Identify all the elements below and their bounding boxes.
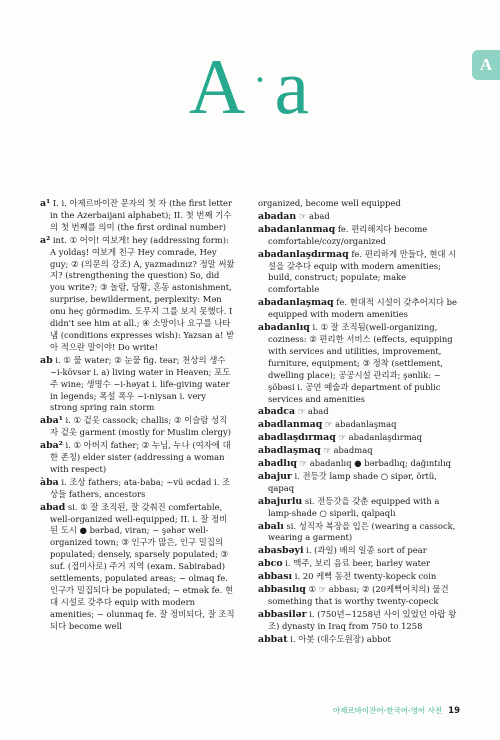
headword: abadca xyxy=(258,406,296,418)
headword: abalı xyxy=(258,520,284,532)
headword: abbası xyxy=(258,571,293,583)
dictionary-entry xyxy=(258,198,458,210)
headword: abbasılıq xyxy=(258,584,306,596)
definition: ☞ abadanlaşmaq xyxy=(322,419,397,430)
dictionary-entry xyxy=(258,496,458,520)
definition: i. ① 물 water; ② 눈물 fig. tear; 천상의 생수 ~i-kövsər i. a) living water in Heaven; 포도주 wine; 생명수 ~i-həyat i. life-giving water in legends; 폭설 폭우 ~i-niysan i. very strong spring rain storm xyxy=(50,354,231,413)
dictionary-entry xyxy=(258,458,458,470)
definition: organized, become well equipped xyxy=(258,198,401,208)
headword: abadanlanmaq xyxy=(258,223,336,235)
dictionary-entry xyxy=(40,415,235,439)
headword: abadlaşdırmaq xyxy=(258,432,336,444)
definition: fe. 편리하게 만들다, 현대 시설을 갖추다 equip with modern amenities; build, construct; populate; make comfortable xyxy=(268,248,457,295)
definition: ☞ abadanlıq ● bərbadlıq; dağıntılıq xyxy=(296,458,452,469)
dictionary-entry xyxy=(258,211,458,223)
headword: abadlaşmaq xyxy=(258,445,321,457)
headword: abadlıq xyxy=(258,458,297,470)
headword: aba¹ xyxy=(40,415,63,427)
definition: fe. 편리해지다 become comfortable/cozy/organized xyxy=(268,223,428,246)
headword: a² xyxy=(40,234,51,246)
headword: abcо xyxy=(258,558,283,570)
headword: ab xyxy=(40,354,53,366)
definition: i. 아봇 (대수도원장) abbot xyxy=(287,633,391,644)
dictionary-entry xyxy=(40,355,235,415)
dictionary-entry xyxy=(258,609,458,633)
definition: i. 20 케뻑 동전 twenty-kopeck coin xyxy=(292,571,437,582)
definition: ① ☞ abbası; ② (20케뻑어치의) 물건 something that is worthy twenty-copeck xyxy=(268,584,449,606)
definition: I. i. 아제르바이잔 문자의 첫 자 (the first letter in the Azerbaijani alphabet); II. 첫 번째 기수의 첫 번째를 의미 (the first ordinal number) xyxy=(50,198,233,232)
headword: abad xyxy=(40,501,66,513)
headword: abajur xyxy=(258,470,292,482)
heading-dot: · xyxy=(253,57,269,102)
headword: abajurlu xyxy=(258,495,303,507)
definition: i. ① 겉옷 cassock; challis; ② 이슬람 성직자 겉옷 garment (mostly for Muslim clergy) xyxy=(50,415,231,438)
section-tab-a[interactable]: A xyxy=(472,50,500,80)
page-footer xyxy=(333,705,460,716)
headword: abadan xyxy=(258,210,297,222)
definition: int. ① 어이! 여보게! hey (addressing form): A yoldaş! 여보게 친구 Hey comrade, Hey guy; ② (의문의 강조) A, yazmadınız? 정말 써왔지? (strengthening the question) So, did you write?; ③ 놀람, 당황, 혼동 astonishment, surprise, bewilderment, perplexity: Mən onu heç görmədim. 도무지 그를 보지 못했다. I didn't see him at all.; ④ 소망이나 요구를 나타냄 (conditions expresses wish): Yazsan a! 받아 적으란 말이야! Do write! xyxy=(50,234,235,352)
page-number: 19 xyxy=(448,706,460,716)
heading-lowercase: a xyxy=(274,43,312,130)
dictionary-entry xyxy=(258,558,458,570)
dictionary-entry xyxy=(40,198,235,234)
definition: i. (과일) 배의 일종 sort of pear xyxy=(303,545,427,556)
definition: i. (750년~1258년 사이 있었던 아랍 왕조) dynasty in Iraq from 750 to 1258 xyxy=(268,608,457,631)
headword: abasbəyi xyxy=(258,545,304,557)
definition: ☞ abad xyxy=(295,406,329,417)
dictionary-entry xyxy=(258,521,458,545)
headword: a¹ xyxy=(40,198,51,209)
right-column xyxy=(258,198,458,647)
dictionary-entry xyxy=(40,502,235,633)
dictionary-entry xyxy=(258,249,458,297)
dictionary-entry xyxy=(40,440,235,476)
dictionary-entry xyxy=(258,571,458,583)
definition: si. ① 잘 조직된, 잘 갖춰진 comfertable, well-organized well-equipped; II. i. 잘 정비된 도시 ● bərbad, viran; ~ şəhər well-organized town; ③ 인구가 많은, 인구 밀집의 populated; densely, sparsely populated; ③ suf. (접미사로) 주거 지역 (exam. Sabirabad) settlements, populated areas; ~ olmaq fe. 인구가 밀집되다 be populated; ~ etmək fe. 현대 시설로 갖추다 equip with modern amenities; ~ olunmaq fe. 잘 정비되다, 잘 조직되다 become well xyxy=(50,501,235,631)
left-column xyxy=(40,198,235,634)
dictionary-entry xyxy=(258,545,458,557)
dictionary-entry xyxy=(258,634,458,646)
definition: i. 조상 fathers; ata-baba; ~vü əcdad i. 조상들 fathers, ancestors xyxy=(50,476,231,499)
dictionary-entry xyxy=(258,406,458,418)
headword: aba² xyxy=(40,440,63,452)
headword: abadlanmaq xyxy=(258,419,323,431)
headword: abadanlaşdırmaq xyxy=(258,248,349,260)
headword: abbat xyxy=(258,633,288,645)
headword: abadanlıq xyxy=(258,322,310,334)
headword: àba xyxy=(40,476,59,488)
definition: si. 전등갓을 갖춘 equipped with a lamp-shade ○ sipərli, qalpaqlı xyxy=(268,495,440,518)
dictionary-entry xyxy=(258,297,458,321)
definition: i. 맥주, 보리 음료 beer, barley water xyxy=(282,558,431,569)
dictionary-entry xyxy=(40,235,235,354)
definition: i. ① 아버지 father; ② 누님, 누나 (여자에 대한 존칭) elder sister (addressing a woman with respect) xyxy=(50,440,231,474)
dictionary-entry xyxy=(40,477,235,501)
dictionary-entry xyxy=(258,224,458,248)
dictionary-entry xyxy=(258,419,458,431)
headword: abadanlaşmaq xyxy=(258,297,334,309)
definition: si. 성직자 복장을 입은 (wearing a cassock, wearing a garment) xyxy=(268,520,456,543)
definition: ☞ abadanlaşdırmaq xyxy=(335,432,423,443)
letter-heading xyxy=(0,43,500,130)
definition: i. ① 잘 조직됨(well-organizing, coziness: ② 편리한 서비스 (effects, equipping with services and utilities, improvement, furniture, equipment; ③ 정착 (settlement, dwelling place); 공공시설 관리과; şənlik: ~ şöbəsi i. 공연 예술과 department of public services and amenities xyxy=(268,322,453,404)
definition: i. 전등갓 lamp shade ○ sipər, örtü, qapaq xyxy=(268,470,437,493)
definition: fe. 현대적 시설이 갖추어지다 be equipped with modern amenities xyxy=(268,297,457,320)
dictionary-entry xyxy=(258,432,458,444)
dictionary-entry xyxy=(258,445,458,457)
dictionary-entry xyxy=(258,584,458,608)
definition: ☞ abad xyxy=(296,210,330,221)
running-title: 아제르바이잔어-한국어-영어 사전 xyxy=(332,706,443,715)
definition: ☞ abadmaq xyxy=(320,445,373,456)
heading-uppercase: A xyxy=(188,43,248,130)
dictionary-entry xyxy=(258,322,458,405)
headword: abbasilər xyxy=(258,608,307,620)
dictionary-entry xyxy=(258,471,458,495)
